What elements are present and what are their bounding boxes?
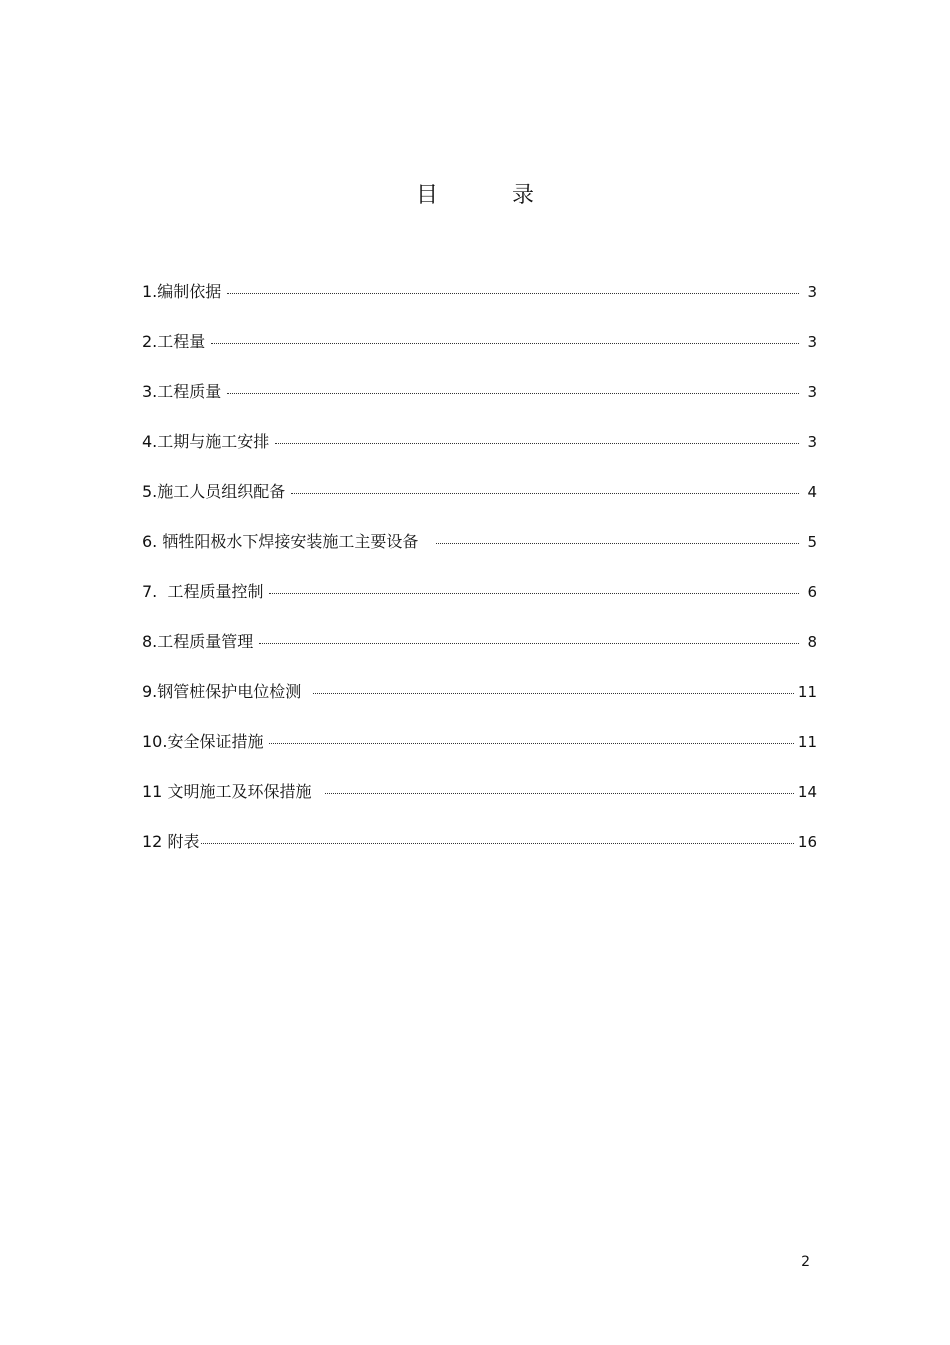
toc-entry-label: 9.钢管桩保护电位检测 bbox=[142, 682, 302, 701]
toc-leader-dots bbox=[269, 593, 799, 594]
toc-entry bbox=[142, 280, 817, 330]
toc-entry-page: 3 bbox=[807, 283, 817, 301]
toc-entry-page: 16 bbox=[797, 833, 817, 851]
toc-entry bbox=[142, 830, 817, 880]
toc-entry-label: 3.工程质量 bbox=[142, 382, 222, 401]
toc-leader-dots bbox=[227, 393, 799, 394]
toc-leader-dots bbox=[269, 743, 793, 744]
toc-entry-label: 5.施工人员组织配备 bbox=[142, 482, 286, 501]
toc-leader-dots bbox=[201, 843, 793, 844]
toc-leader-dots bbox=[227, 293, 799, 294]
toc-entry-page: 11 bbox=[797, 733, 817, 751]
toc-entry bbox=[142, 730, 817, 780]
toc-entry-page: 14 bbox=[797, 783, 817, 801]
toc-leader-dots bbox=[259, 643, 799, 644]
toc-entry-page: 3 bbox=[807, 383, 817, 401]
toc-entry-page: 8 bbox=[807, 633, 817, 651]
toc-entry-label: 12 附表 bbox=[142, 832, 200, 851]
toc-entry-label: 2.工程量 bbox=[142, 332, 206, 351]
toc-entry bbox=[142, 580, 817, 630]
toc-leader-dots bbox=[275, 443, 799, 444]
toc-entry-label: 10.安全保证措施 bbox=[142, 732, 264, 751]
toc-entry-label: 4.工期与施工安排 bbox=[142, 432, 270, 451]
toc-entry bbox=[142, 430, 817, 480]
table-of-contents bbox=[142, 280, 817, 880]
toc-title: 目 录 bbox=[415, 183, 560, 208]
toc-leader-dots bbox=[325, 793, 793, 794]
page-number: 2 bbox=[801, 1254, 810, 1270]
toc-leader-dots bbox=[211, 343, 799, 344]
toc-entry-page: 5 bbox=[807, 533, 817, 551]
toc-entry-label: 8.工程质量管理 bbox=[142, 632, 254, 651]
toc-leader-dots bbox=[291, 493, 799, 494]
toc-entry-label: 7. 工程质量控制 bbox=[142, 582, 264, 601]
toc-entry-label: 1.编制依据 bbox=[142, 282, 222, 301]
toc-entry-page: 6 bbox=[807, 583, 817, 601]
toc-entry bbox=[142, 680, 817, 730]
toc-entry bbox=[142, 530, 817, 580]
toc-entry-label: 11 文明施工及环保措施 bbox=[142, 782, 312, 801]
toc-entry bbox=[142, 330, 817, 380]
toc-entry bbox=[142, 630, 817, 680]
toc-leader-dots bbox=[313, 693, 794, 694]
toc-entry bbox=[142, 480, 817, 530]
toc-entry-page: 11 bbox=[797, 683, 817, 701]
toc-entry-page: 4 bbox=[807, 483, 817, 501]
toc-entry-page: 3 bbox=[807, 433, 817, 451]
toc-entry-label: 6. 牺牲阳极水下焊接安装施工主要设备 bbox=[142, 532, 419, 551]
toc-entry bbox=[142, 380, 817, 430]
toc-entry-page: 3 bbox=[807, 333, 817, 351]
toc-entry bbox=[142, 780, 817, 830]
toc-leader-dots bbox=[436, 543, 799, 544]
